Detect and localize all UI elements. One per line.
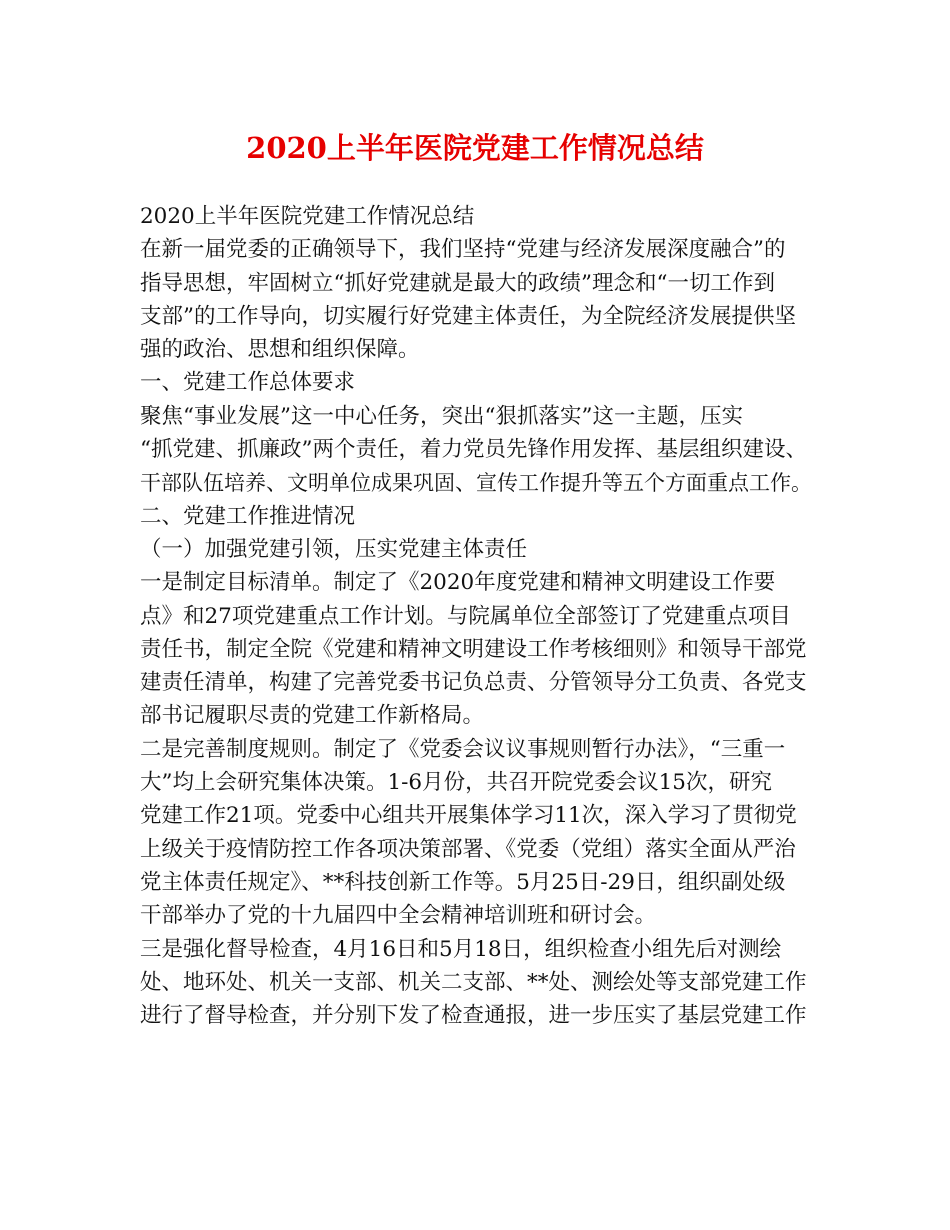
text-line: 三是强化督导检查，4月16日和5月18日，组织检查小组先后对测绘 [140, 936, 782, 962]
text-line: 上级关于疫情防控工作各项决策部署、《党委（党组）落实全面从严治 [140, 836, 796, 862]
section-heading [140, 500, 816, 533]
text-line: 2020上半年医院党建工作情况总结 [140, 204, 475, 229]
text-line: 一是制定目标清单。制定了《2020年度党建和精神文明建设工作要 [140, 570, 776, 596]
text-line: 二、党建工作推进情况 [140, 503, 356, 529]
document-body [140, 200, 816, 1032]
text-line: 在新一届党委的正确领导下，我们坚持“党建与经济发展深度融合”的 [140, 237, 786, 263]
paragraph [140, 933, 816, 1033]
text-line: 指导思想，牢固树立“抓好党建就是最大的政绩”理念和“一切工作到 [140, 270, 775, 296]
text-line: 进行了督导检查，并分别下发了检查通报，进一步压实了基层党建工作 [140, 1003, 807, 1029]
text-line: 支部”的工作导向，切实履行好党建主体责任，为全院经济发展提供坚 [140, 303, 796, 329]
text-line: 二是完善制度规则。制定了《党委会议议事规则暂行办法》，“三重一 [140, 736, 786, 762]
paragraph [140, 233, 816, 366]
text-line: 党主体责任规定》、**科技创新工作等。5月25日-29日，组织副处级 [140, 869, 786, 895]
section-heading [140, 366, 816, 399]
text-line: 党建工作21项。党委中心组共开展集体学习11次，深入学习了贯彻党 [140, 803, 797, 829]
text-line: 处、地环处、机关一支部、机关二支部、**处、测绘处等支部党建工作 [140, 969, 807, 995]
text-line: 责任书，制定全院《党建和精神文明建设工作考核细则》和领导干部党 [140, 636, 807, 662]
document-subtitle [140, 200, 816, 233]
text-line: 建责任清单，构建了完善党委书记负总责、分管领导分工负责、各党支 [140, 670, 807, 696]
section-heading [140, 533, 816, 566]
text-line: （一）加强党建引领，压实党建主体责任 [140, 536, 528, 562]
text-line: 点》和27项党建重点工作计划。与院属单位全部签订了党建重点项目 [140, 603, 791, 629]
text-line: 部书记履职尽责的党建工作新格局。 [140, 703, 485, 729]
text-line: 干部队伍培养、文明单位成果巩固、宣传工作提升等五个方面重点工作。 [140, 470, 812, 496]
text-line: 聚焦“事业发展”这一中心任务，突出“狠抓落实”这一主题，压实 [140, 403, 743, 429]
paragraph [140, 400, 816, 500]
text-line: 一、党建工作总体要求 [140, 370, 356, 396]
document-title: 2020上半年医院党建工作情况总结 [246, 131, 704, 165]
text-line: “抓党建、抓廉政”两个责任，着力党员先锋作用发挥、基层组织建设、 [140, 437, 807, 463]
paragraph [140, 733, 816, 933]
text-line: 干部举办了党的十九届四中全会精神培训班和研讨会。 [140, 903, 657, 929]
text-line: 强的政治、思想和组织保障。 [140, 337, 420, 363]
text-line: 大”均上会研究集体决策。1-6月份，共召开院党委会议15次，研究 [140, 770, 772, 796]
paragraph [140, 566, 816, 732]
